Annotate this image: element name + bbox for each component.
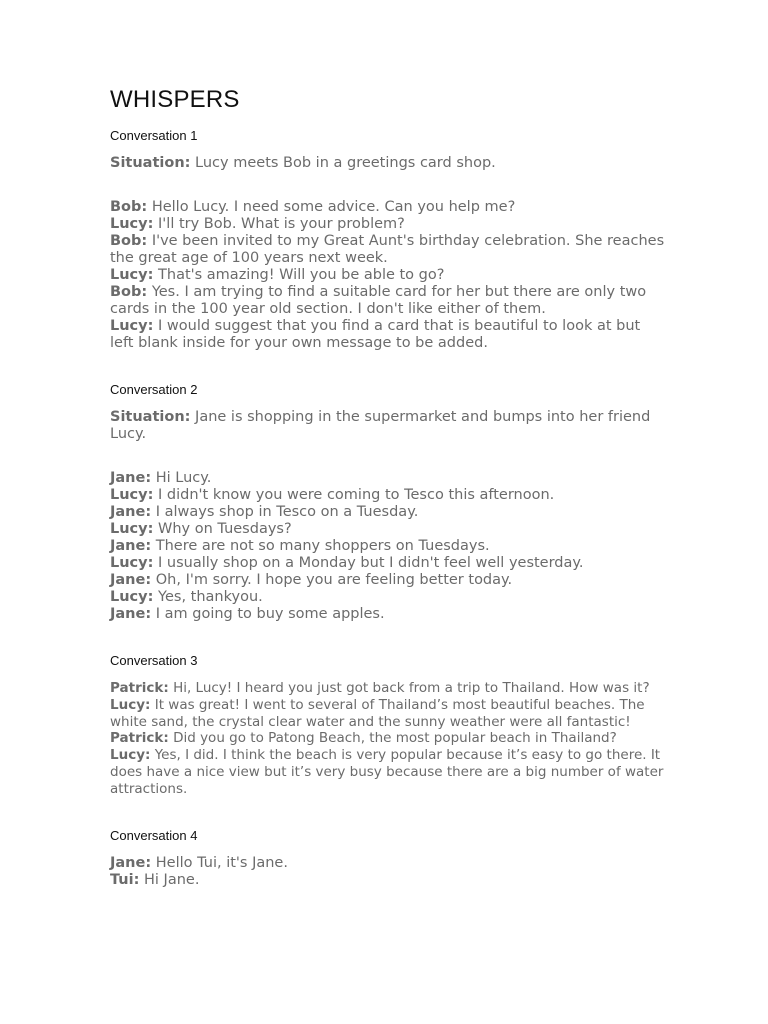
- line-text: I'll try Bob. What is your problem?: [158, 216, 405, 232]
- line-text: Yes, I did. I think the beach is very popular because it’s easy to go there. It does have a nice view but it’s very busy because there are a big number of water attractions.: [110, 747, 664, 797]
- speaker: Tui:: [110, 871, 140, 888]
- conversation-3: [110, 653, 665, 798]
- conversation-heading: Conversation 2: [110, 382, 198, 397]
- dialogue-line: [110, 538, 665, 555]
- dialogue-line: [110, 199, 665, 216]
- speaker: Lucy:: [110, 589, 154, 605]
- speaker: Lucy:: [110, 555, 154, 571]
- situation: [110, 409, 665, 443]
- line-text: There are not so many shoppers on Tuesdays.: [155, 538, 490, 554]
- dialogue-line: [110, 747, 665, 797]
- situation-text: Jane is shopping in the supermarket and bumps into her friend Lucy.: [110, 409, 651, 442]
- line-text: I would suggest that you find a card that is beautiful to look at but left blank inside for your own message to be added.: [110, 318, 641, 351]
- dialogue-line: [110, 521, 665, 538]
- speaker: Patrick:: [110, 730, 169, 747]
- dialogue-line: [110, 216, 665, 233]
- speaker: Bob:: [110, 199, 148, 215]
- line-text: Hi Lucy.: [155, 470, 212, 486]
- speaker: Patrick:: [110, 680, 169, 696]
- line-text: I didn't know you were coming to Tesco this afternoon.: [158, 487, 555, 503]
- line-text: It was great! I went to several of Thailand’s most beautiful beaches. The white sand, the crystal clear water and the sunny weather were all fantastic!: [110, 696, 645, 730]
- document-page: [110, 86, 665, 919]
- dialogue-line: [110, 855, 665, 872]
- speaker: Lucy:: [110, 747, 151, 764]
- line-text: Hello Lucy. I need some advice. Can you help me?: [151, 199, 516, 215]
- dialogue-line: [110, 284, 665, 318]
- dialogue: [110, 680, 665, 798]
- speaker: Lucy:: [110, 318, 154, 334]
- speaker: Lucy:: [110, 696, 151, 713]
- speaker: Lucy:: [110, 487, 154, 503]
- dialogue-line: [110, 697, 665, 731]
- conversation-heading: Conversation 4: [110, 827, 198, 843]
- speaker: Jane:: [110, 572, 152, 588]
- dialogue-line: [110, 589, 665, 606]
- speaker: Jane:: [110, 606, 152, 622]
- dialogue: [110, 199, 665, 352]
- speaker: Bob:: [110, 233, 148, 249]
- speaker: Lucy:: [110, 216, 154, 232]
- line-text: Hello Tui, it's Jane.: [155, 854, 288, 871]
- line-text: Yes. I am trying to find a suitable card for her but there are only two cards in the 100 year old section. I don't like either of them.: [110, 284, 647, 317]
- situation: [110, 155, 665, 172]
- dialogue-line: [110, 470, 665, 487]
- line-text: Hi Jane.: [144, 871, 200, 888]
- conversation-2: [110, 382, 665, 623]
- dialogue-line: [110, 318, 665, 352]
- dialogue-line: [110, 606, 665, 623]
- line-text: Oh, I'm sorry. I hope you are feeling better today.: [155, 572, 513, 588]
- situation-text: Lucy meets Bob in a greetings card shop.: [195, 155, 496, 171]
- dialogue-line: [110, 487, 665, 504]
- dialogue: [110, 855, 665, 889]
- dialogue-line: [110, 730, 665, 747]
- dialogue-line: [110, 872, 665, 889]
- line-text: I usually shop on a Monday but I didn't feel well yesterday.: [158, 555, 584, 571]
- speaker: Bob:: [110, 284, 148, 300]
- conversation-4: [110, 828, 665, 889]
- speaker: Jane:: [110, 470, 152, 486]
- speaker: Lucy:: [110, 267, 154, 283]
- dialogue-line: [110, 233, 665, 267]
- dialogue-line: [110, 267, 665, 284]
- dialogue: [110, 470, 665, 623]
- line-text: I always shop in Tesco on a Tuesday.: [155, 504, 419, 520]
- situation-label: Situation:: [110, 155, 191, 171]
- conversation-heading: Conversation 3: [110, 653, 198, 668]
- speaker: Jane:: [110, 504, 152, 520]
- situation-label: Situation:: [110, 409, 191, 425]
- line-text: Did you go to Patong Beach, the most popular beach in Thailand?: [173, 730, 617, 747]
- document-title: WHISPERS: [110, 86, 240, 113]
- line-text: That's amazing! Will you be able to go?: [158, 267, 445, 283]
- dialogue-line: [110, 572, 665, 589]
- conversation-heading: Conversation 1: [110, 128, 198, 143]
- line-text: I've been invited to my Great Aunt's birthday celebration. She reaches the great age of 100 years next week.: [110, 233, 665, 266]
- speaker: Lucy:: [110, 521, 154, 537]
- dialogue-line: [110, 504, 665, 521]
- dialogue-line: [110, 680, 665, 697]
- line-text: Yes, thankyou.: [158, 589, 263, 605]
- dialogue-line: [110, 555, 665, 572]
- line-text: I am going to buy some apples.: [155, 606, 385, 622]
- line-text: Hi, Lucy! I heard you just got back from a trip to Thailand. How was it?: [173, 680, 650, 696]
- line-text: Why on Tuesdays?: [158, 521, 292, 537]
- conversation-1: [110, 128, 665, 352]
- speaker: Jane:: [110, 538, 152, 554]
- speaker: Jane:: [110, 854, 152, 871]
